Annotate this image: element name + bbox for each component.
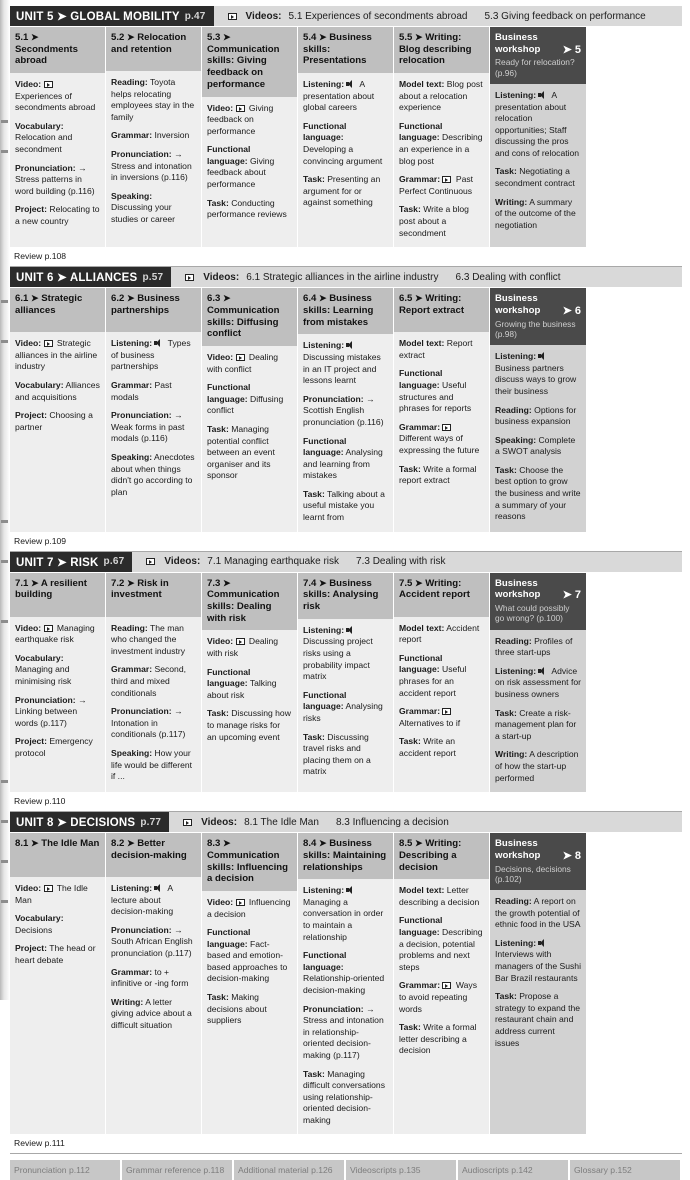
chevron-right-icon: ➤: [31, 577, 39, 588]
column-entry: Reading: The man who changed the investment industry: [111, 622, 186, 656]
video-icon: [44, 885, 53, 892]
lesson-column: [106, 288, 202, 531]
chevron-right-icon: ➤: [31, 293, 39, 304]
chevron-right-icon: ➤: [31, 32, 39, 42]
column-body: [394, 332, 489, 531]
column-entry: Task: Propose a strategy to expand the restaurant chain and address current issues: [495, 991, 581, 1048]
column-entry: Task: Managing difficult conversations using relationship-oriented decision-making: [303, 1068, 386, 1125]
column-entry: Pronunciation: → Scottish English pronunciation (p.116): [303, 393, 384, 427]
unit-title: [10, 6, 214, 26]
video-icon: [442, 708, 451, 715]
arrow-icon: →: [174, 148, 183, 159]
column-body: [202, 630, 297, 792]
videos-label: Videos:: [203, 271, 240, 283]
column-entry: Pronunciation: → Weak forms in past modals (p.116): [111, 410, 185, 444]
column-body: [106, 332, 201, 531]
column-body: [202, 346, 297, 532]
arrow-icon: →: [174, 410, 183, 421]
video-icon: [442, 424, 451, 431]
column-body: [394, 73, 489, 247]
column-heading: 6.1 ➤ Strategic alliances: [10, 288, 105, 332]
column-heading: 5.5 ➤ Writing: Blog describing relocation: [394, 27, 489, 73]
lesson-column: [10, 27, 106, 247]
footer-link[interactable]: Glossary p.152: [570, 1160, 680, 1180]
column-entry: Task: Managing potential conflict between an event organiser and its sponsor: [207, 424, 275, 481]
review-line: Review p.108: [10, 247, 682, 267]
video-icon: [236, 638, 245, 645]
column-entry: Model text: Report extract: [399, 338, 473, 360]
column-entry: Functional language: Fact-based and emotion-based approaches to decision-making: [207, 927, 288, 984]
business-workshop-column: [490, 27, 586, 247]
column-entry: Functional language: Giving feedback about performance: [207, 144, 275, 190]
unit-videos: [171, 267, 682, 287]
video-item: 5.1 Experiences of secondments abroad: [288, 10, 468, 22]
column-entry: Grammar: to + infinitive or -ing form: [111, 966, 189, 989]
column-entry: Functional language: Describing a decision, potential problems and next steps: [399, 915, 483, 972]
column-heading: Business workshop ➤ 6 Growing the business (p.98): [490, 288, 586, 345]
unit-title: [10, 267, 171, 287]
column-entry: Functional language: Relationship-oriented decision-making: [303, 950, 385, 995]
audio-icon: [346, 80, 355, 88]
lesson-column: [298, 27, 394, 247]
column-body: [298, 334, 393, 531]
column-heading: 8.3 ➤ Communication skills: Influencing a decision: [202, 833, 297, 891]
column-entry: Functional language: Useful structures and phrases for reports: [399, 368, 472, 414]
footer-link[interactable]: Pronunciation p.112: [10, 1160, 120, 1180]
unit-page-number: p.57: [142, 271, 164, 283]
column-body: [490, 630, 586, 793]
column-entry: Video: Strategic alliances in the airline industry: [15, 338, 98, 372]
arrow-icon: →: [366, 393, 375, 404]
column-entry: Grammar: Past Perfect Continuous: [399, 174, 474, 196]
column-body: [298, 879, 393, 1134]
column-entry: Video: Giving feedback on performance: [207, 102, 274, 136]
column-body: [394, 879, 489, 1134]
column-entry: Functional language: Diffusing conflict: [207, 382, 284, 416]
column-entry: Project: Emergency protocol: [15, 736, 93, 758]
column-body: [394, 617, 489, 792]
video-item: 7.3 Dealing with risk: [356, 556, 446, 568]
column-heading: 5.3 ➤ Communication skills: Giving feedback on performance: [202, 27, 297, 97]
lesson-column: [106, 573, 202, 792]
unit-block: [10, 552, 682, 812]
column-entry: Pronunciation: → Stress patterns in word building (p.116): [15, 162, 95, 196]
audio-icon: [538, 91, 547, 99]
unit-header-bar: [10, 552, 682, 572]
chevron-right-icon: ➤: [127, 838, 135, 849]
review-line: Review p.111: [10, 1134, 682, 1154]
column-entry: Listening: Discussing project risks using a probability impact matrix: [303, 624, 373, 682]
column-heading: 6.4 ➤ Business skills: Learning from mistakes: [298, 288, 393, 334]
unit-title-text: UNIT 6 ➤ ALLIANCES: [16, 272, 138, 285]
chevron-right-icon: ➤: [415, 32, 423, 42]
column-heading: 8.1 ➤ The Idle Man: [10, 833, 105, 877]
column-entry: Functional language: Describing an experience in a blog post: [399, 120, 483, 166]
column-entry: Task: Create a risk-management plan for a start-up: [495, 707, 577, 741]
column-entry: Grammar: Inversion: [111, 130, 190, 141]
column-heading: 7.4 ➤ Business skills: Analysing risk: [298, 573, 393, 619]
video-icon: [236, 899, 245, 906]
column-entry: Grammar: Alternatives to if: [399, 706, 461, 728]
video-item: 8.1 The Idle Man: [244, 816, 319, 828]
lesson-column: [394, 288, 490, 531]
lesson-column: [298, 573, 394, 792]
lesson-column: [106, 27, 202, 247]
column-body: [106, 71, 201, 247]
column-entry: Speaking: Anecdotes about when things didn't go according to plan: [111, 451, 195, 497]
unit-columns: [10, 832, 682, 1134]
unit-block: [10, 812, 682, 1154]
column-entry: Pronunciation: → Stress and intonation in inversions (p.116): [111, 148, 192, 183]
unit-videos: [214, 6, 682, 26]
column-entry: Vocabulary: Managing and minimising risk: [15, 652, 72, 687]
chevron-right-icon: ➤: [319, 32, 327, 42]
column-entry: Video: The Idle Man: [15, 883, 88, 905]
column-body: [106, 877, 201, 1134]
video-item: 6.1 Strategic alliances in the airline industry: [246, 271, 439, 283]
unit-header-bar: [10, 812, 682, 832]
review-line: Review p.110: [10, 792, 682, 812]
footer-link[interactable]: Videoscripts p.135: [346, 1160, 456, 1180]
column-heading: 8.4 ➤ Business skills: Maintaining relationships: [298, 833, 393, 879]
column-entry: Reading: A report on the growth potential of ethnic food in the USA: [495, 896, 581, 930]
syllabus-content: [10, 0, 682, 1180]
column-entry: Grammar: Different ways of expressing the future: [399, 421, 480, 455]
column-body: [10, 332, 105, 531]
column-entry: Pronunciation: → Intonation in conditionals (p.117): [111, 706, 186, 740]
unit-header-bar: [10, 267, 682, 287]
chevron-right-icon: ➤: [319, 838, 327, 849]
column-body: [490, 345, 586, 532]
column-entry: Listening: A presentation about relocation opportunities; Staff discussing the pros and cons of relocation: [495, 89, 580, 158]
unit-page-number: p.77: [140, 816, 162, 828]
column-entry: Task: Write a blog post about a secondment: [399, 204, 469, 238]
workshop-number: ➤ 8: [562, 849, 581, 862]
column-entry: Task: Discussing travel risks and placing them on a matrix: [303, 731, 371, 777]
video-icon: [44, 81, 53, 88]
chevron-right-icon: ➤: [415, 577, 423, 588]
column-heading: 5.1 ➤ Secondments abroad: [10, 27, 105, 73]
arrow-icon: →: [174, 706, 183, 717]
video-icon: [44, 625, 53, 632]
arrow-icon: →: [78, 694, 87, 705]
column-entry: Speaking: Discussing your studies or career: [111, 190, 176, 224]
column-entry: Project: Relocating to a new country: [15, 204, 100, 227]
column-entry: Writing: A letter giving advice about a difficult situation: [111, 996, 192, 1031]
unit-columns: [10, 287, 682, 531]
column-heading: 7.1 ➤ A resilient building: [10, 573, 105, 617]
unit-page-number: p.47: [184, 10, 206, 22]
column-entry: Listening: A lecture about decision-making: [111, 883, 174, 917]
column-entry: Listening: Business partners discuss ways to grow their business: [495, 351, 577, 396]
column-entry: Task: Write an accident report: [399, 736, 456, 758]
column-entry: Listening: Managing a conversation in order to maintain a relationship: [303, 885, 384, 942]
unit-title-text: UNIT 7 ➤ RISK: [16, 556, 99, 569]
scan-edge-marks: [0, 0, 10, 1000]
unit-title-text: UNIT 5 ➤ GLOBAL MOBILITY: [16, 11, 180, 23]
unit-page-number: p.67: [103, 556, 125, 568]
column-entry: Reading: Options for business expansion: [495, 404, 577, 427]
workshop-subtitle: Ready for relocation? (p.96): [495, 57, 575, 78]
unit-title-text: UNIT 8 ➤ DECISIONS: [16, 817, 136, 830]
audio-icon: [154, 884, 163, 892]
column-entry: Listening: Discussing mistakes in an IT project and lessons learnt: [303, 340, 381, 386]
unit-columns: [10, 572, 682, 792]
column-entry: Grammar: Second, third and mixed conditionals: [111, 664, 186, 698]
column-entry: Speaking: Complete a SWOT analysis: [495, 434, 576, 457]
column-body: [490, 84, 586, 247]
videos-label: Videos:: [201, 816, 238, 828]
video-icon: [185, 274, 194, 281]
column-heading: 5.2 ➤ Relocation and retention: [106, 27, 201, 71]
unit-videos: [169, 812, 682, 832]
footer-nav: [10, 1160, 682, 1180]
lesson-column: [394, 833, 490, 1134]
column-entry: Reading: Profiles of three start-ups: [495, 635, 573, 658]
chevron-right-icon: ➤: [319, 293, 327, 304]
review-line: Review p.109: [10, 532, 682, 552]
video-icon: [44, 340, 53, 347]
video-icon: [183, 819, 192, 826]
column-heading: Business workshop ➤ 8 Decisions, decisions (p.102): [490, 833, 586, 890]
column-entry: Listening: Advice on risk assessment for business owners: [495, 665, 581, 699]
column-entry: Functional language: Analysing and learning from mistakes: [303, 435, 383, 481]
column-entry: Task: Making decisions about suppliers: [207, 992, 267, 1026]
column-entry: Speaking: How your life would be different if ...: [111, 748, 193, 782]
column-entry: Task: Choose the best option to grow the business and write a summary of your reasons: [495, 464, 581, 522]
column-entry: Video: Experiences of secondments abroad: [15, 79, 96, 113]
column-body: [106, 617, 201, 792]
unit-title: [10, 812, 169, 832]
column-heading: 5.4 ➤ Business skills: Presentations: [298, 27, 393, 73]
column-body: [10, 73, 105, 247]
unit-title: [10, 552, 132, 572]
column-entry: Video: Dealing with conflict: [207, 352, 279, 374]
column-entry: Vocabulary: Alliances and acquisitions: [15, 380, 100, 402]
column-entry: Project: Choosing a partner: [15, 410, 93, 432]
chevron-right-icon: ➤: [127, 577, 135, 588]
column-body: [490, 890, 586, 1134]
lesson-column: [10, 288, 106, 531]
arrow-icon: →: [78, 162, 87, 173]
lesson-column: [10, 833, 106, 1134]
column-heading: Business workshop ➤ 7 What could possibly go wrong? (p.100): [490, 573, 586, 630]
column-entry: Functional language: Developing a convincing argument: [303, 120, 383, 166]
column-heading: 7.2 ➤ Risk in investment: [106, 573, 201, 617]
column-entry: Vocabulary: Relocation and secondment: [15, 120, 73, 155]
lesson-column: [298, 288, 394, 531]
column-entry: Pronunciation: → South African English pronunciation (p.117): [111, 924, 193, 959]
column-entry: Functional language: Analysing risks: [303, 689, 383, 723]
audio-icon: [538, 352, 547, 360]
lesson-column: [202, 288, 298, 531]
chevron-right-icon: ➤: [415, 293, 423, 304]
column-body: [298, 73, 393, 247]
chevron-right-icon: ➤: [223, 293, 231, 304]
column-entry: Writing: A description of how the start-up performed: [495, 749, 579, 783]
chevron-right-icon: ➤: [415, 838, 423, 849]
workshop-subtitle: Decisions, decisions (p.102): [495, 863, 571, 884]
column-entry: Vocabulary: Decisions: [15, 913, 64, 935]
column-heading: 7.5 ➤ Writing: Accident report: [394, 573, 489, 617]
workshop-number: ➤ 7: [562, 589, 581, 602]
chevron-right-icon: ➤: [223, 838, 231, 849]
chevron-right-icon: ➤: [31, 838, 39, 849]
column-entry: Task: Discussing how to manage risks for an upcoming event: [207, 708, 291, 742]
column-entry: Listening: Interviews with managers of the Sushi Bar Brazil restaurants: [495, 937, 581, 983]
workshop-number: ➤ 6: [562, 304, 581, 317]
video-item: 7.1 Managing earthquake risk: [207, 556, 340, 568]
video-item: 8.3 Influencing a decision: [335, 816, 449, 828]
video-icon: [228, 13, 237, 20]
video-icon: [146, 558, 155, 565]
column-entry: Reading: Toyota helps relocating employees stay in the family: [111, 77, 195, 122]
column-body: [202, 97, 297, 248]
column-heading: 6.3 ➤ Communication skills: Diffusing conflict: [202, 288, 297, 346]
video-item: 5.3 Giving feedback on performance: [484, 10, 646, 22]
lesson-column: [202, 833, 298, 1134]
column-entry: Task: Conducting performance reviews: [207, 197, 287, 220]
workshop-number: ➤ 5: [562, 43, 581, 56]
column-entry: Listening: A presentation about global careers: [303, 79, 375, 113]
audio-icon: [346, 626, 355, 634]
video-icon: [442, 982, 451, 989]
column-entry: Listening: Types of business partnerships: [111, 338, 191, 372]
column-entry: Model text: Letter describing a decision: [399, 885, 480, 907]
chevron-right-icon: ➤: [319, 577, 327, 588]
business-workshop-column: [490, 288, 586, 531]
chevron-right-icon: ➤: [223, 577, 231, 588]
unit-header-bar: [10, 6, 682, 26]
column-entry: Writing: A summary of the outcome of the negotiation: [495, 196, 576, 230]
footer-link[interactable]: Grammar reference p.118: [122, 1160, 232, 1180]
column-entry: Video: Influencing a decision: [207, 896, 291, 919]
chevron-right-icon: ➤: [127, 293, 135, 304]
videos-label: Videos:: [164, 556, 201, 568]
column-entry: Pronunciation: → Stress and intonation in relationship-oriented decision-making (p.117): [303, 1003, 384, 1060]
column-entry: Pronunciation: → Linking between words (p.117): [15, 694, 87, 728]
column-entry: Task: Presenting an argument for or against something: [303, 174, 381, 208]
business-workshop-column: [490, 833, 586, 1134]
lesson-column: [10, 573, 106, 792]
column-heading: 6.5 ➤ Writing: Report extract: [394, 288, 489, 332]
lesson-column: [202, 27, 298, 247]
lesson-column: [298, 833, 394, 1134]
lesson-column: [202, 573, 298, 792]
column-body: [298, 619, 393, 792]
footer-link[interactable]: Additional material p.126: [234, 1160, 344, 1180]
column-entry: Video: Dealing with risk: [207, 636, 279, 659]
column-heading: 8.5 ➤ Writing: Describing a decision: [394, 833, 489, 879]
column-heading: Business workshop ➤ 5 Ready for relocation? (p.96): [490, 27, 586, 84]
column-entry: Task: Write a formal letter describing a decision: [399, 1022, 477, 1056]
arrow-icon: →: [174, 924, 183, 935]
videos-label: Videos:: [245, 10, 282, 22]
lesson-column: [394, 27, 490, 247]
audio-icon: [538, 667, 547, 675]
footer-link[interactable]: Audioscripts p.142: [458, 1160, 568, 1180]
column-heading: 6.2 ➤ Business partnerships: [106, 288, 201, 332]
audio-icon: [346, 341, 355, 349]
column-entry: Task: Talking about a useful mistake you learnt from: [303, 488, 385, 523]
lesson-column: [394, 573, 490, 792]
video-icon: [236, 354, 245, 361]
lesson-column: [106, 833, 202, 1134]
column-entry: Model text: Blog post about a relocation experience: [399, 79, 483, 113]
column-entry: Model text: Accident report: [399, 622, 480, 645]
column-entry: Functional language: Useful phrases for an accident report: [399, 652, 467, 698]
column-entry: Task: Negotiating a secondment contract: [495, 166, 575, 189]
workshop-subtitle: Growing the business (p.98): [495, 318, 576, 339]
unit-columns: [10, 26, 682, 247]
column-body: [202, 891, 297, 1135]
unit-block: [10, 6, 682, 267]
audio-icon: [154, 339, 163, 347]
unit-block: [10, 267, 682, 551]
column-body: [10, 877, 105, 1134]
video-icon: [442, 176, 451, 183]
column-heading: 8.2 ➤ Better decision-making: [106, 833, 201, 877]
unit-videos: [132, 552, 682, 572]
arrow-icon: →: [366, 1003, 375, 1014]
column-entry: Grammar: Past modals: [111, 380, 172, 402]
column-entry: Video: Managing earthquake risk: [15, 622, 95, 645]
workshop-subtitle: What could possibly go wrong? (p.100): [495, 603, 570, 624]
video-item: 6.3 Dealing with conflict: [455, 271, 561, 283]
column-entry: Grammar: Ways to avoid repeating words: [399, 980, 478, 1014]
column-entry: Project: The head or heart debate: [15, 943, 96, 966]
column-body: [10, 617, 105, 792]
audio-icon: [538, 939, 547, 947]
chevron-right-icon: ➤: [223, 32, 231, 42]
units-container: [10, 6, 682, 1154]
column-entry: Functional language: Talking about risk: [207, 666, 277, 700]
audio-icon: [346, 886, 355, 894]
video-icon: [236, 105, 245, 112]
chevron-right-icon: ➤: [127, 32, 135, 42]
column-entry: Task: Write a formal report extract: [399, 463, 477, 486]
business-workshop-column: [490, 573, 586, 792]
column-heading: 7.3 ➤ Communication skills: Dealing with risk: [202, 573, 297, 631]
